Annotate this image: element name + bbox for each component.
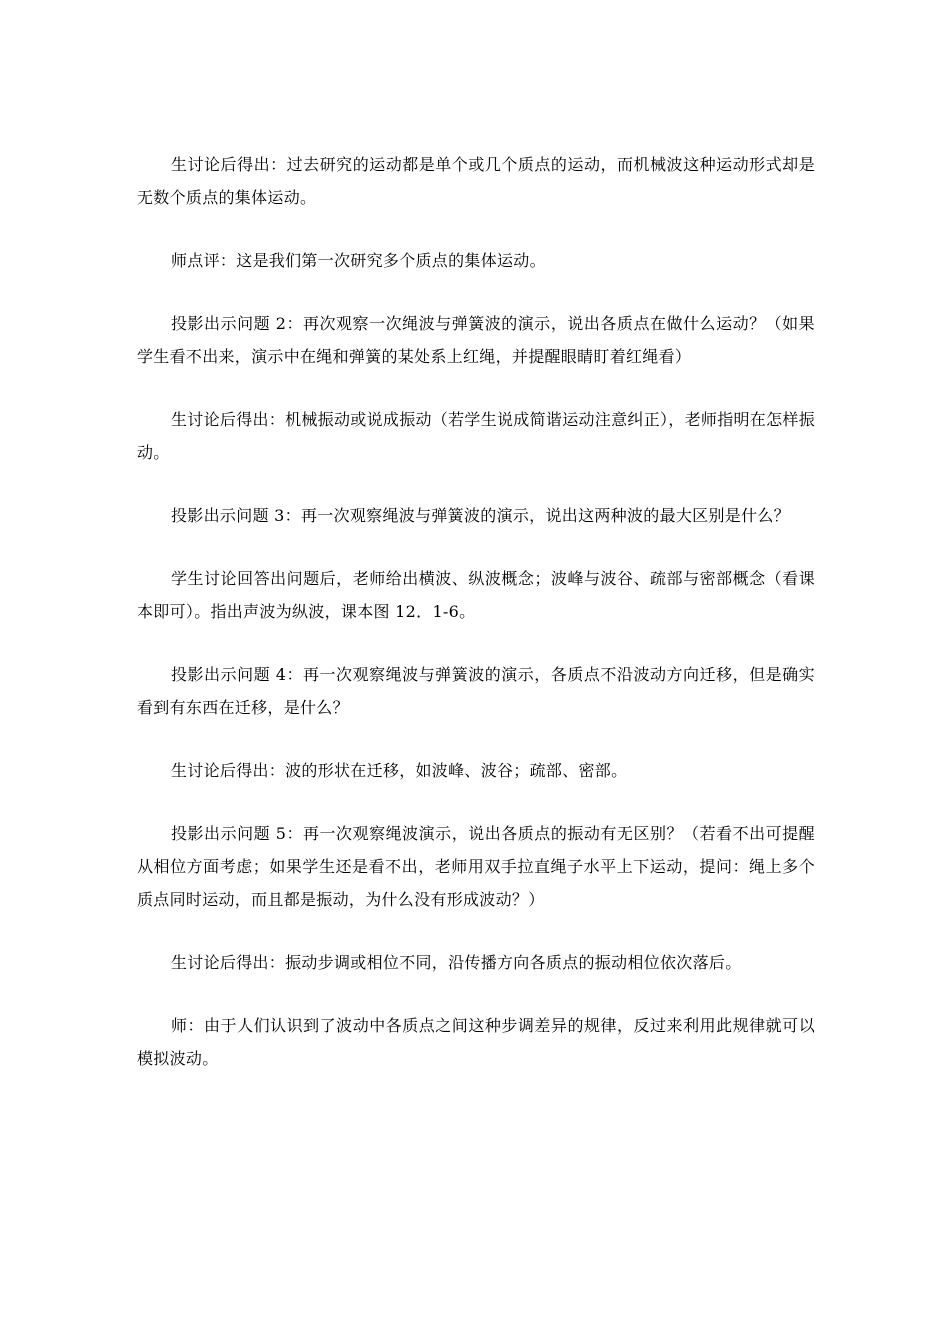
paragraph-student-conclusion-3: 生讨论后得出：波的形状在迁移，如波峰、波谷；疏部、密部。	[171, 761, 628, 780]
paragraph-question-5: 投影出示问题 5：再一次观察绳波演示，说出各质点的振动有无区别？（若看不出可提醒从相位方面考虑；如果学生还是看不出，老师用双手拉直绳子水平上下运动，提问：绳上多个质点同时运动，而且都是振动，为什么没有形成波动？）	[137, 824, 815, 909]
paragraph-question-3: 投影出示问题 3：再一次观察绳波与弹簧波的演示，说出这两种波的最大区别是什么？	[171, 506, 790, 525]
paragraph-teacher-comment: 师点评：这是我们第一次研究多个质点的集体运动。	[171, 251, 546, 270]
paragraph-student-conclusion-4: 生讨论后得出：振动步调或相位不同，沿传播方向各质点的振动相位依次落后。	[171, 953, 742, 972]
paragraph-student-conclusion-1: 生讨论后得出：过去研究的运动都是单个或几个质点的运动，而机械波这种运动形式却是无数个质点的集体运动。	[137, 155, 815, 207]
paragraph-teacher-summary: 师：由于人们认识到了波动中各质点之间这种步调差异的规律，反过来利用此规律就可以模拟波动。	[137, 1016, 815, 1068]
document-body	[137, 148, 815, 1105]
paragraph-question-2: 投影出示问题 2：再次观察一次绳波与弹簧波的演示，说出各质点在做什么运动？（如果学生看不出来，演示中在绳和弹簧的某处系上红绳，并提醒眼睛盯着红绳看）	[137, 314, 815, 366]
paragraph-question-4: 投影出示问题 4：再一次观察绳波与弹簧波的演示，各质点不沿波动方向迁移，但是确实看到有东西在迁移，是什么？	[137, 665, 815, 717]
paragraph-student-conclusion-2: 生讨论后得出：机械振动或说成振动（若学生说成简谐运动注意纠正），老师指明在怎样振动。	[137, 410, 816, 462]
paragraph-wave-concepts: 学生讨论回答出问题后，老师给出横波、纵波概念；波峰与波谷、疏部与密部概念（看课本即可）。指出声波为纵波，课本图 12．1-6。	[137, 569, 815, 621]
